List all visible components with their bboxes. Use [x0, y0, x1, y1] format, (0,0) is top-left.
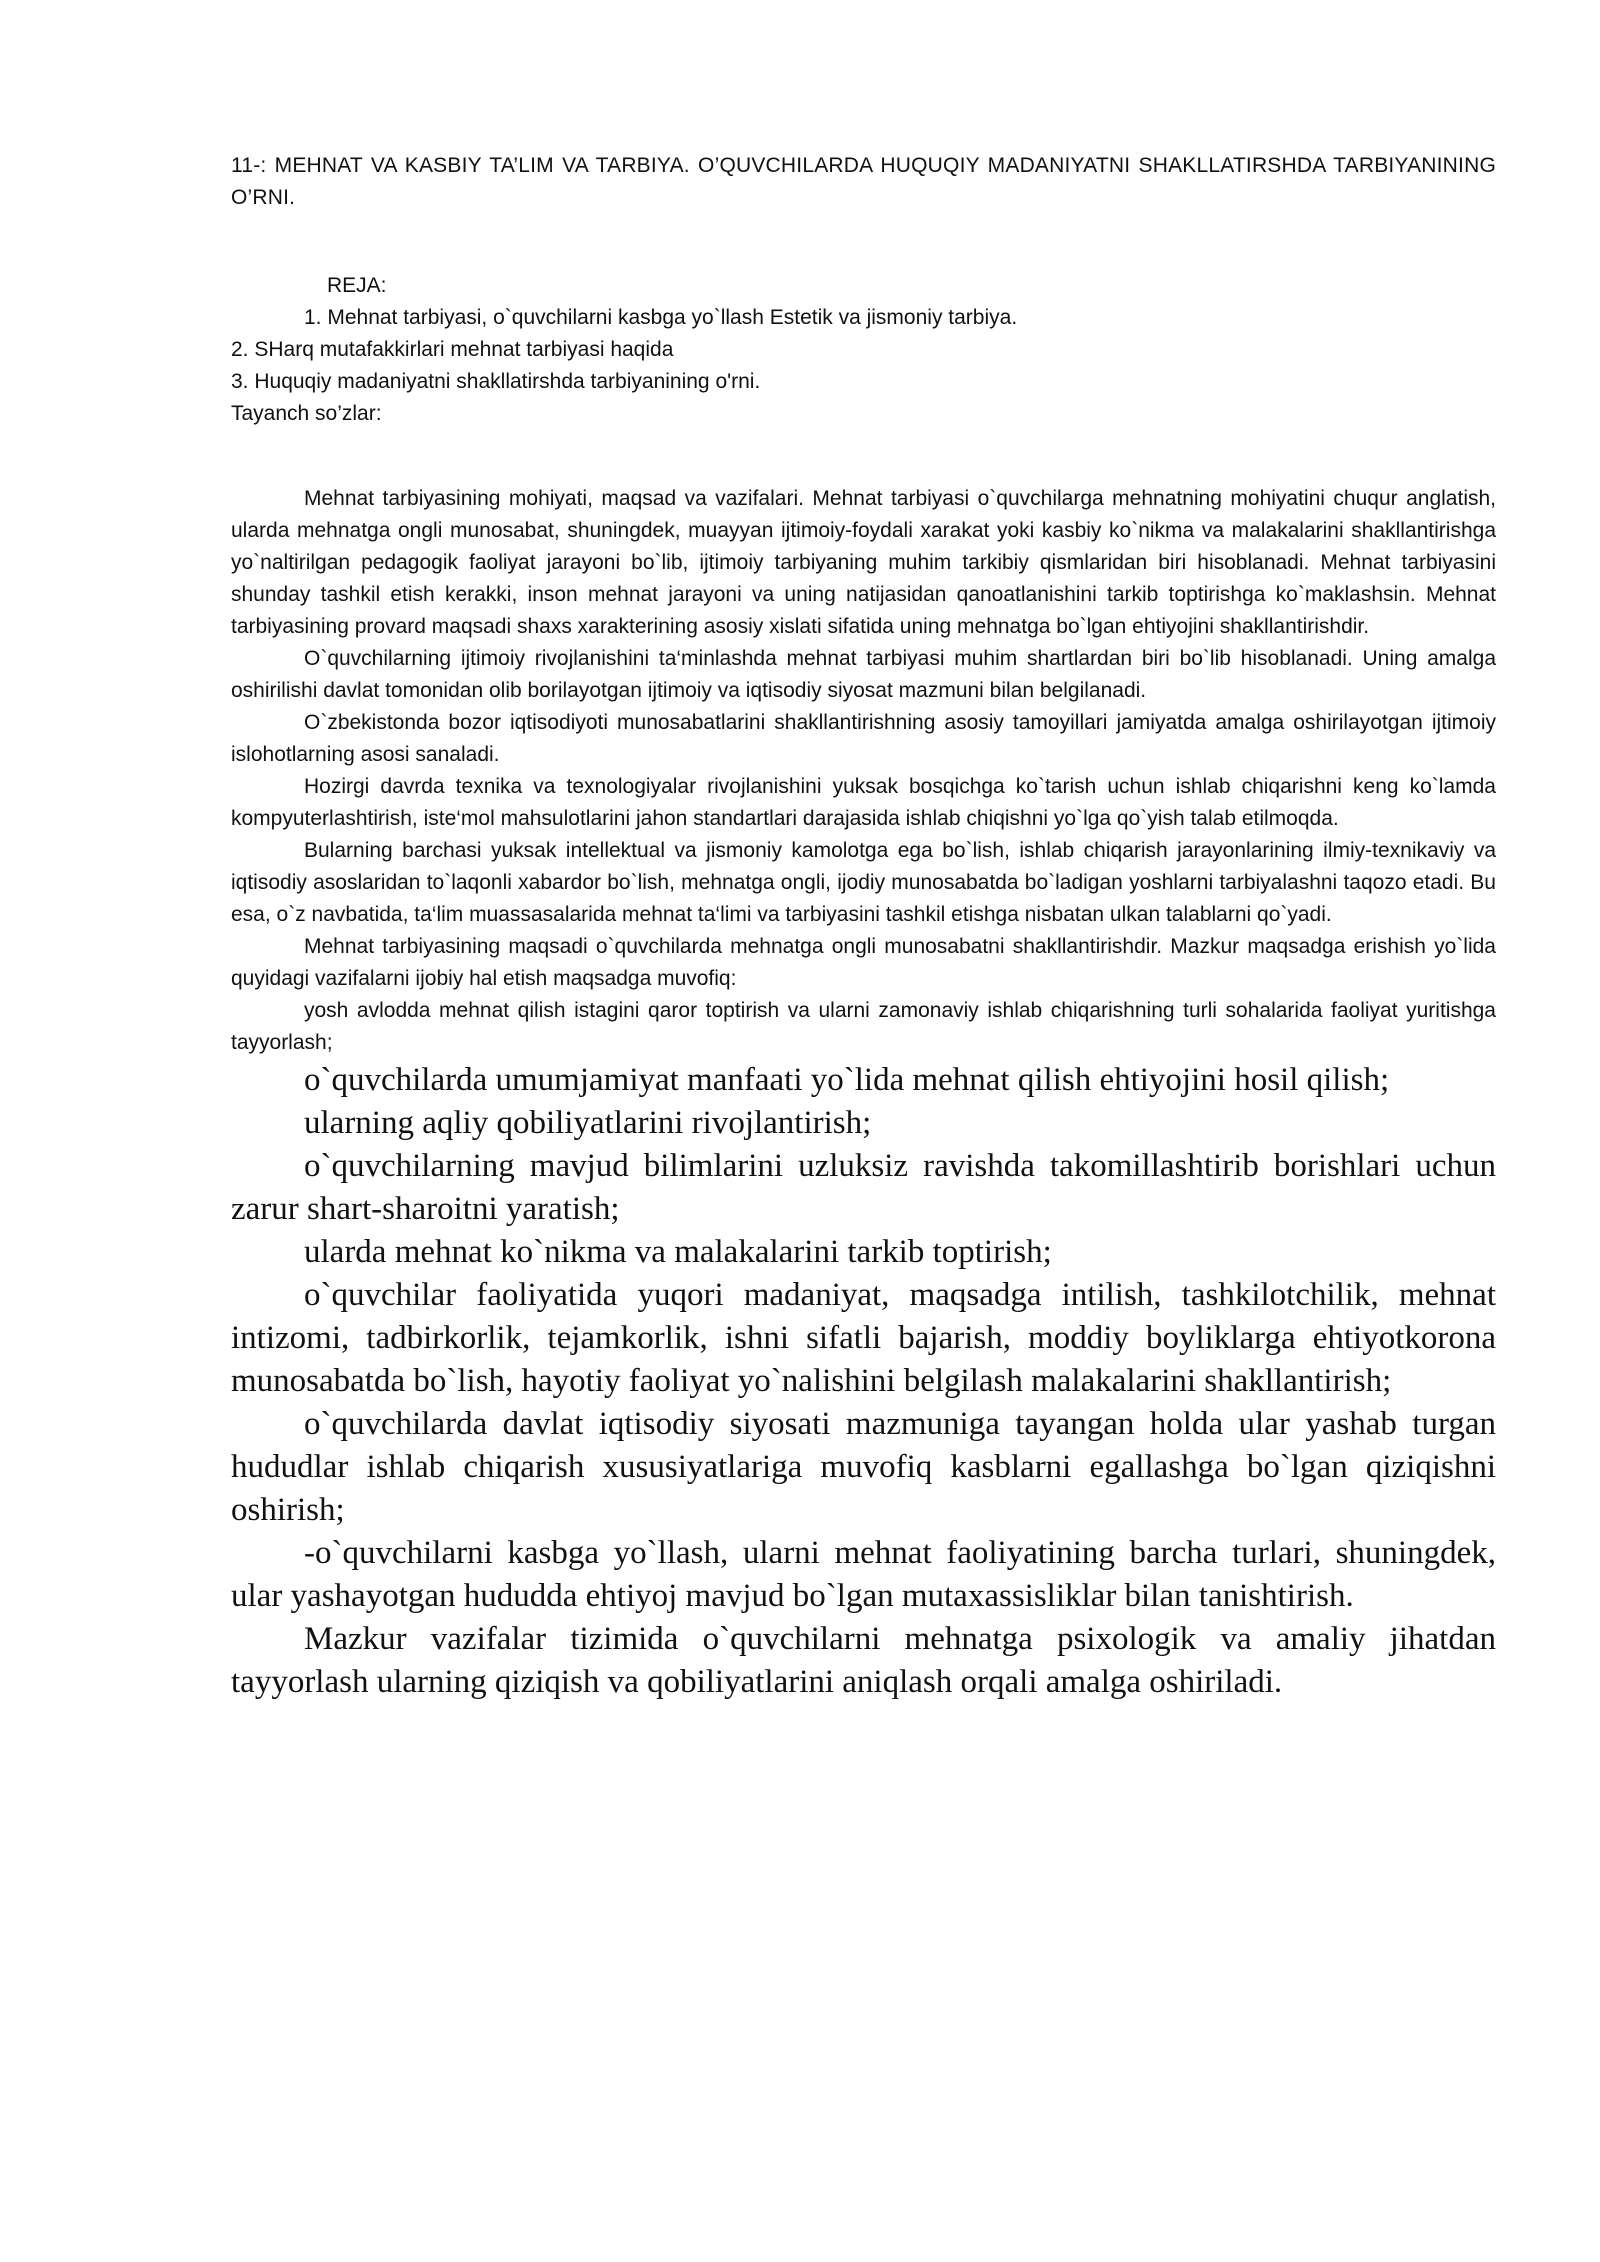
body-paragraph: Hozirgi davrda texnika va texnologiyalar rivojlanishini yuksak bosqichga ko`tarish uchun ishlab chiqarishni keng ko`lamda kompyuterlashtirish, iste‘mol mahsulotlarini jahon standartlari darajasida ishlab chiqishni yo`lga qo`yish talab etilmoqda. — [231, 775, 1496, 830]
body-paragraph: O`quvchilarning ijtimoiy rivojlanishini ta‘minlashda mehnat tarbiyasi muhim shartlardan biri bo`lib hisoblanadi. Uning amalga oshirilishi davlat tomonidan olib borilayotgan ijtimoiy va iqtisodiy siyosat mazmuni bilan belgilanadi. — [231, 647, 1496, 702]
document-body — [231, 150, 1496, 1704]
task-item: o`quvchilar faoliyatida yuqori madaniyat, maqsadga intilish, tashkilotchilik, mehnat intizomi, tadbirkorlik, tejamkorlik, ishni sifatli bajarish, moddiy boyliklarga ehtiyotkorona munosabatda bo`lish, hayotiy faoliyat yo`nalishini belgilash malakalarini shakllantirish; — [231, 1277, 1496, 1399]
task-item: o`quvchilarda davlat iqtisodiy siyosati mazmuniga tayangan holda ular yashab turgan hududlar ishlab chiqarish xususiyatlariga muvofiq kasblarni egallashga bo`lgan qiziqishni oshirish; — [231, 1406, 1496, 1528]
task-item: ularning aqliy qobiliyatlarini rivojlantirish; — [304, 1105, 872, 1141]
spacer — [231, 430, 1496, 483]
plan-heading: REJA: — [327, 274, 387, 297]
body-paragraph: O`zbekistonda bozor iqtisodiyoti munosabatlarini shakllantirishning asosiy tamoyillari jamiyatda amalga oshirilayotgan ijtimoiy islohotlarning asosi sanaladi. — [231, 711, 1496, 766]
body-paragraph: Bularning barchasi yuksak intellektual va jismoniy kamolotga ega bo`lish, ishlab chiqarish jarayonlarining ilmiy-texnikaviy va iqtisodiy asoslaridan to`laqonli xabardor bo`lish, mehnatga ongli, ijodiy munosabatda bo`ladigan yoshlarni tarbiyalashni taqozo etadi. Bu esa, o`z navbatida, ta‘lim muassasalarida mehnat ta‘limi va tarbiyasini tashkil etishga nisbatan ulkan talablarni qo`yadi. — [231, 839, 1496, 926]
plan-item: 1. Mehnat tarbiyasi, o`quvchilarni kasbga yo`llash Estetik va jismoniy tarbiya. — [304, 306, 1018, 329]
plan-item: 2. SHarq mutafakkirlari mehnat tarbiyasi haqida — [231, 338, 674, 361]
document-title: 11-: MEHNAT VA KASBIY TA’LIM VA TARBIYA. O’QUVCHILARDA HUQUQIY MADANIYATNI SHAKLLATIRSHDA TARBIYANINING O’RNI. — [231, 154, 1496, 209]
spacer — [231, 214, 1496, 270]
body-paragraph: Mehnat tarbiyasining mohiyati, maqsad va vazifalari. Mehnat tarbiyasi o`quvchilarga mehnatning mohiyatini chuqur anglatish, ularda mehnatga ongli munosabat, shuningdek, muayyan ijtimoiy-foydali xarakat yoki kasbiy ko`nikma va malakalarini shakllantirishga yo`naltirilgan pedagogik faoliyat jarayoni bo`lib, ijtimoiy tarbiyaning muhim tarkibiy qismlaridan biri hisoblanadi. Mehnat tarbiyasini shunday tashkil etish kerakki, inson mehnat jarayoni va uning natijasidan qanoatlanishini tarkib toptirishga ko`maklashsin. Mehnat tarbiyasining provard maqsadi shaxs xarakterining asosiy xislati sifatida uning mehnatga bo`lgan ehtiyojini shakllantirishdir. — [231, 487, 1496, 638]
task-item: yosh avlodda mehnat qilish istagini qaror toptirish va ularni zamonaviy ishlab chiqarishning turli sohalarida faoliyat yuritishga tayyorlash; — [231, 999, 1496, 1054]
closing-paragraph: Mazkur vazifalar tizimida o`quvchilarni mehnatga psixologik va amaliy jihatdan tayyorlash ularning qiziqish va qobiliyatlarini aniqlash orqali amalga oshiriladi. — [231, 1621, 1496, 1700]
body-paragraph: Mehnat tarbiyasining maqsadi o`quvchilarda mehnatga ongli munosabatni shakllantirishdir. Mazkur maqsadga erishish yo`lida quyidagi vazifalarni ijobiy hal etish maqsadga muvofiq: — [231, 935, 1496, 990]
task-item: o`quvchilarning mavjud bilimlarini uzluksiz ravishda takomillashtirib borishlari uchun zarur shart-sharoitni yaratish; — [231, 1148, 1496, 1227]
task-item: o`quvchilarda umumjamiyat manfaati yo`lida mehnat qilish ehtiyojini hosil qilish; — [304, 1062, 1390, 1098]
body-sans-section — [231, 483, 1496, 1059]
task-item: -o`quvchilarni kasbga yo`llash, ularni mehnat faoliyatining barcha turlari, shuningdek, ular yashayotgan hududda ehtiyoj mavjud bo`lgan mutaxassisliklar bilan tanishtirish. — [231, 1535, 1496, 1614]
body-serif-section — [231, 1059, 1496, 1704]
plan-item: 3. Huquqiy madaniyatni shakllatirshda tarbiyanining o'rni. — [231, 370, 761, 393]
plan-section — [231, 270, 1496, 430]
task-item: ularda mehnat ko`nikma va malakalarini tarkib toptirish; — [304, 1234, 1052, 1270]
keywords-label: Tayanch so’zlar: — [231, 402, 382, 425]
